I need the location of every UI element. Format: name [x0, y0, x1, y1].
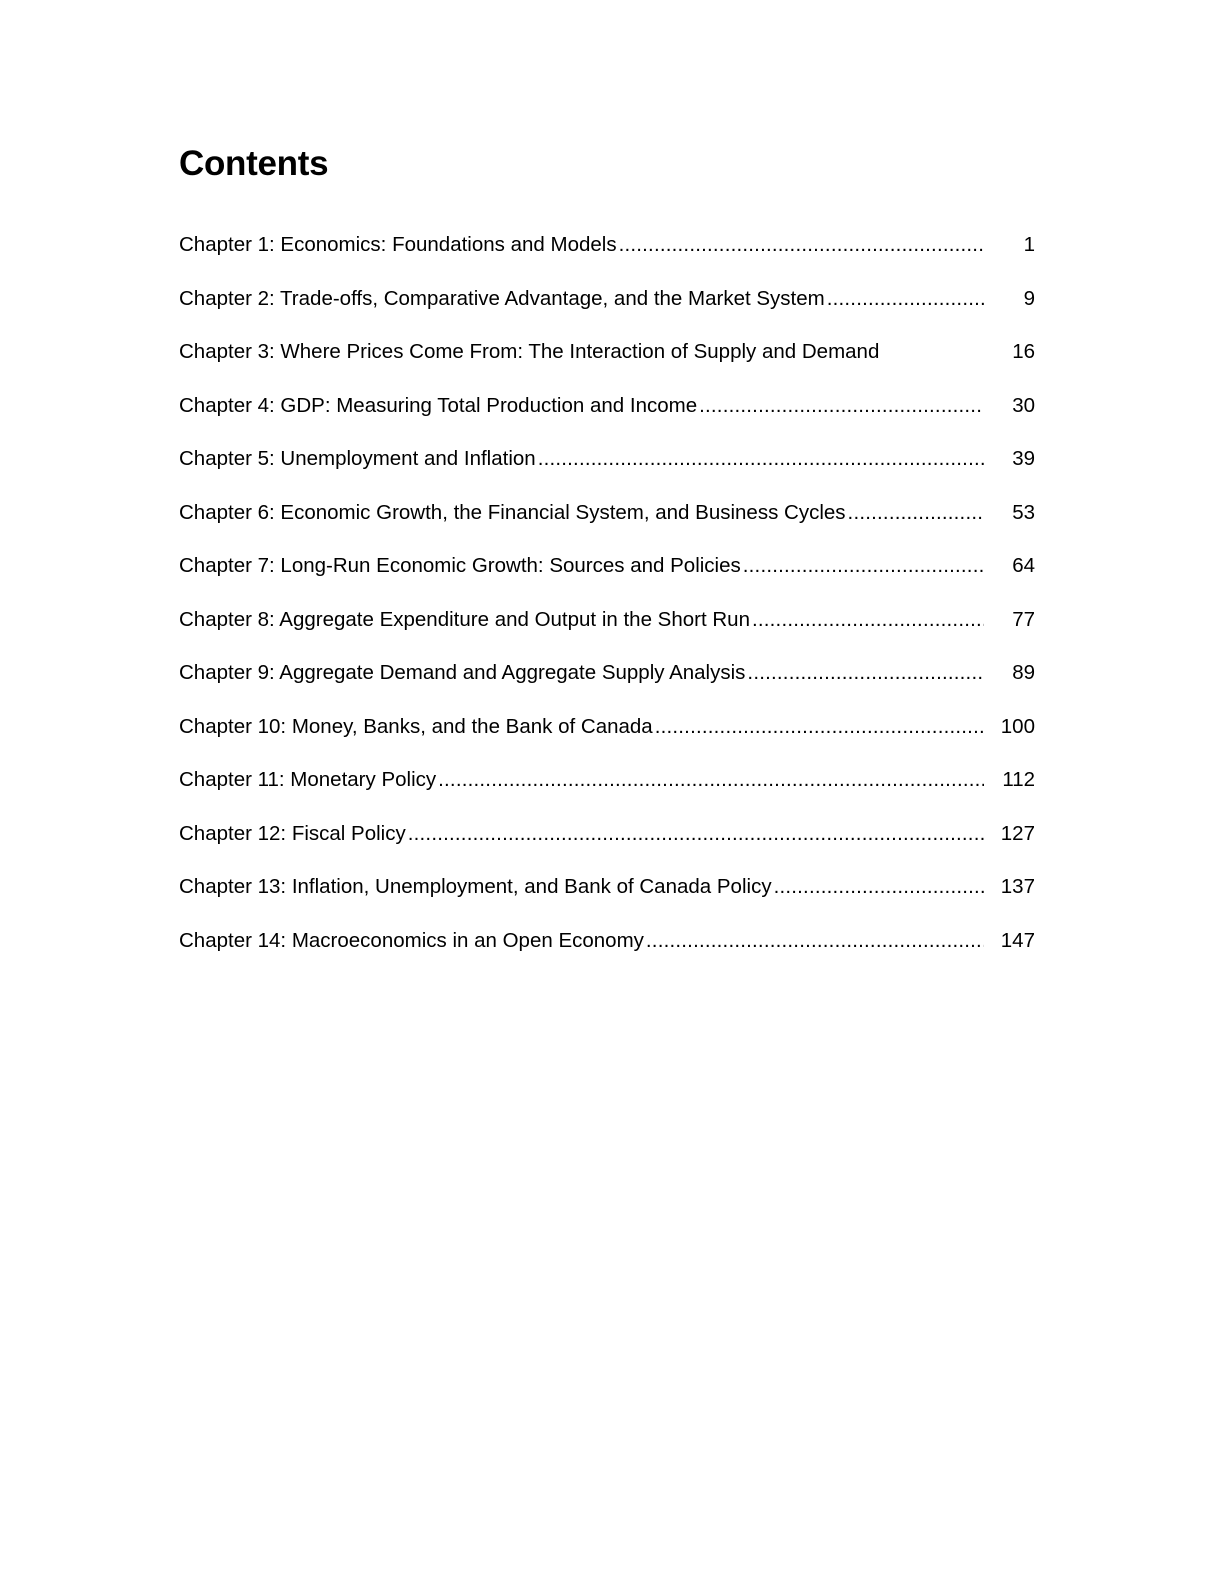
- toc-entry-label-group: [179, 221, 984, 269]
- toc-dot-leader: [848, 489, 984, 537]
- toc-entry[interactable]: [179, 221, 1035, 275]
- toc-entry-label-group: [179, 542, 984, 590]
- toc-entry-label-group: [179, 756, 984, 804]
- toc-entry-title: Chapter 5: Unemployment and Inflation: [179, 447, 536, 470]
- toc-entry[interactable]: [179, 382, 1035, 436]
- toc-entry-title: Chapter 9: Aggregate Demand and Aggregate Supply Analysis: [179, 661, 746, 684]
- toc-dot-leader: [619, 221, 984, 269]
- toc-entry-label-group: [179, 489, 984, 537]
- toc-entry-title: Chapter 6: Economic Growth, the Financial System, and Business Cycles: [179, 500, 846, 524]
- toc-entry-page-number: 16: [1012, 340, 1035, 363]
- toc-dot-leader: [538, 435, 984, 483]
- toc-entry-page-number: 89: [1012, 661, 1035, 684]
- page-title: Contents: [179, 144, 329, 183]
- toc-dot-leader: [752, 596, 984, 644]
- toc-entry-title: Chapter 13: Inflation, Unemployment, and Bank of Canada Policy: [179, 875, 772, 898]
- toc-entry-label-group: [179, 703, 984, 751]
- toc-entry-title: Chapter 10: Money, Banks, and the Bank of Canada: [179, 714, 653, 738]
- toc-entry-label-group: [179, 435, 984, 483]
- toc-entry[interactable]: [179, 649, 1035, 703]
- toc-entry-label-group: [179, 917, 984, 965]
- toc-entry-title: Chapter 4: GDP: Measuring Total Production and Income: [179, 393, 698, 417]
- toc-dot-leader: [646, 917, 984, 965]
- toc-entry-label-group: [179, 382, 984, 430]
- toc-entry-label-group: [179, 596, 984, 644]
- toc-dot-leader: [699, 382, 984, 430]
- toc-entry[interactable]: [179, 275, 1035, 329]
- toc-entry-title: Chapter 1: Economics: Foundations and Models: [179, 233, 617, 256]
- toc-dot-leader: [655, 703, 984, 751]
- toc-entry[interactable]: [179, 917, 1035, 971]
- toc-entry-title: Chapter 12: Fiscal Policy: [179, 821, 406, 845]
- toc-entry-page-number: 64: [1012, 554, 1035, 577]
- toc-entry-title: Chapter 11: Monetary Policy: [179, 768, 437, 791]
- toc-entry-page-number: 127: [1000, 821, 1035, 845]
- toc-dot-leader: [827, 275, 984, 323]
- toc-entry-title: Chapter 3: Where Prices Come From: The Interaction of Supply and Demand: [179, 340, 880, 363]
- toc-entry-page-number: 147: [1000, 928, 1035, 952]
- toc-entry-title: Chapter 8: Aggregate Expenditure and Output in the Short Run: [179, 607, 750, 631]
- toc-entry-title: Chapter 14: Macroeconomics in an Open Economy: [179, 928, 644, 952]
- toc-entry-title: Chapter 7: Long-Run Economic Growth: Sources and Policies: [179, 554, 741, 577]
- toc-dot-leader: [408, 810, 984, 858]
- toc-entry[interactable]: [179, 596, 1035, 650]
- toc-entry[interactable]: [179, 435, 1035, 489]
- toc-entry-page-number: 112: [1002, 768, 1035, 791]
- toc-entry[interactable]: [179, 810, 1035, 864]
- toc-entry[interactable]: [179, 863, 1035, 917]
- toc-entry-page-number: 53: [1012, 500, 1035, 524]
- toc-entry-label-group: [179, 649, 984, 697]
- toc-entry-label-group: [179, 863, 984, 911]
- toc-entry-page-number: 9: [1023, 286, 1035, 310]
- toc-entry-page-number: 39: [1012, 447, 1035, 470]
- toc-entry-page-number: 77: [1012, 607, 1035, 631]
- toc-entry[interactable]: [179, 328, 1035, 382]
- table-of-contents: [179, 221, 1035, 970]
- toc-entry[interactable]: [179, 542, 1035, 596]
- toc-entry-label-group: [179, 328, 984, 376]
- toc-dot-leader: [774, 863, 984, 911]
- toc-entry-page-number: 100: [1000, 714, 1035, 738]
- toc-entry-label-group: [179, 810, 984, 858]
- toc-entry-title: Chapter 2: Trade-offs, Comparative Advantage, and the Market System: [179, 286, 825, 310]
- toc-entry-label-group: [179, 275, 984, 323]
- toc-entry[interactable]: [179, 703, 1035, 757]
- toc-entry-page-number: 30: [1012, 393, 1035, 417]
- toc-dot-leader: [743, 542, 984, 590]
- toc-dot-leader: [747, 649, 984, 697]
- toc-entry-page-number: 137: [1000, 875, 1035, 898]
- toc-entry[interactable]: [179, 489, 1035, 543]
- toc-dot-leader: [438, 756, 984, 804]
- toc-entry[interactable]: [179, 756, 1035, 810]
- toc-entry-page-number: 1: [1023, 233, 1035, 256]
